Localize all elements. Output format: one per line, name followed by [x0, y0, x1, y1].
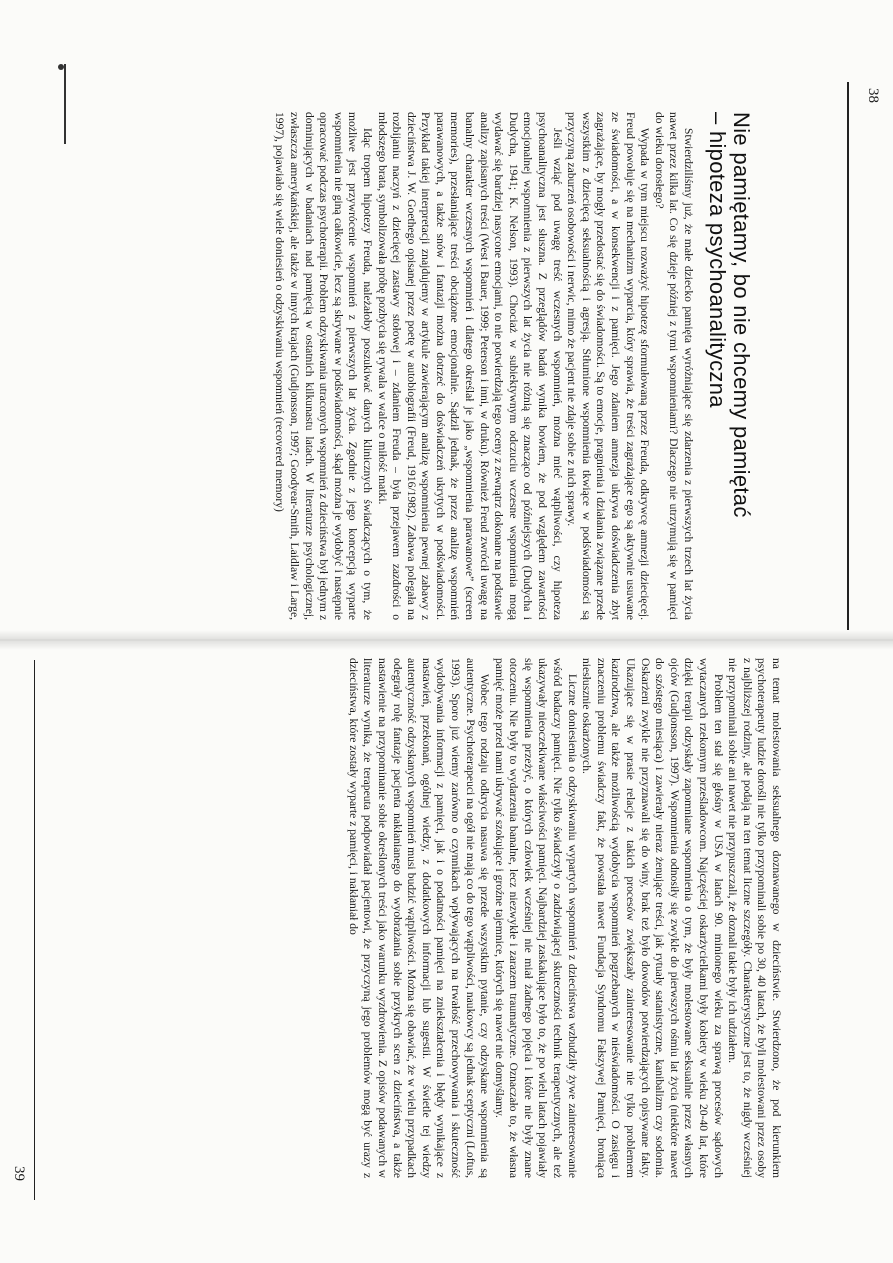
header-rule: [847, 82, 849, 630]
paragraph: Liczne doniesienia o odzyskiwaniu wypartych wspomnień z dzieciństwa wzbudziły żywe zainteresowanie wśród badaczy pamięci. Nie tylko świadczyły o zadziwiającej skuteczności technik terapeutycznych, ale też ukazywały nieoczekiwane właściwości pamięci. Najbardziej zaskakujące było to, że po wielu latach pojawiały się wspomnienia przeżyć, o których człowiek wcześniej nie miał żadnego pojęcia i które nie były znane otoczeniu. Nie były to wydarzenia banalne, lecz niezwykłe i zarazem traumatyczne. Oznaczało to, że własna pamięć może przed nami ukrywać szokujące i groźne tajemnice, których się nawet nie domyślamy.: [492, 658, 579, 1178]
paragraph: Wobec tego rodzaju odkrycia nasuwa się przede wszystkim pytanie, czy odzyskane wspomnienia są autentyczne. Psychoterapeuci na ogół nie mają co do tego wątpliwości, naukowcy są jednak sceptyczni (Loftus, 1993). Sporo już wiemy zarówno o czynnikach wpływających na trwałość przechowywania i skuteczność wydobywania informacji z pamięci, jak i o podatności pamięci na zniekształcenia i błędy wynikające z nastawień, przekonań, ogólnej wiedzy, z dodatkowych informacji lub sugestii. W świetle tej wiedzy autentyczność odzyskanych wspomnień musi budzić wątpliwości. Można się obawiać, że w wielu przypadkach odegrały rolę fantazje pacjenta nakłanianego do wyobrażania sobie przykrych scen z dzieciństwa, a także nastawienie na przypominanie sobie określonych treści jako warunku wyzdrowienia. Z opisów podawanych w literaturze wynika, że terapeuta podpowiadał pacjentowi, że przyczyną jego problemów mogą być urazy z dzieciństwa, które zostały wyparte z pamięci, i nakłaniał do: [346, 658, 492, 1178]
title-line: – hipoteza psychoanalityczna: [705, 112, 730, 408]
scan-edge-mark: [64, 64, 66, 144]
text-column: [345, 658, 783, 1178]
page-number: 38: [865, 88, 881, 103]
right-page: [0, 640, 893, 1263]
paragraph: Idąc tropem hipotezy Freuda, należałoby poszukiwać danych klinicznych świadczących o tym, że możliwe jest przywrócenie wspomnień z pierwszych lat życia. Zgodnie z jego koncepcją wyparte wspomnienia nie giną całkowicie, lecz są skrywane w podświadomości, skąd można je wydobyć i następnie opracować podczas psychoterapii. Problem odzyskiwania utraconych wspomnień z dzieciństwa był jednym z dominujących w badaniach nad pamięcią w ostatnich kilkunastu latach. W literaturze psychologicznej, zwłaszcza amerykańskiej, ale także w innych krajach (Gudjonsson, 1997; Goodyear-Smith, Laidlaw i Large, 1997), pojawiało się wiele doniesień o odzyskiwaniu wspomnień (recovered memory): [273, 112, 374, 620]
footer-rule: [34, 660, 35, 1200]
paragraph: Problem ten stał się głośny w USA w latach 90. minionego wieku za sprawą procesów sądowych wytaczanych rzekomym prześladowcom. Najczęściej oskarżycielkami były kobiety w wieku 20-40 lat, które dzięki terapii odzyskały zapomniane wspomnienia o tym, że były molestowane seksualnie przez własnych ojców (Gudjonsson, 1997). Wspomnienia odnosiły się zwykle do pierwszych ośmiu lat życia (niektóre nawet do szóstego miesiąca) i zawierały nieraz żenujące treści, jak rytuały satanistyczne, kanibalizm czy sodomia. Oskarżeni zwykle nie przyznawali się do winy, brak też było dowodów potwierdzających opisywane fakty. Ukazujące się w prasie relacje z takich procesów zwiększały zainteresowanie nie tylko problemem kazirodztwa, ale także możliwością wydobycia wspomnień pogrzebanych w nieświadomości. O zasięgu i znaczeniu problemu świadczy fakt, że powstała nawet Fundacja Syndromu Fałszywej Pamięci, broniąca niesłusznie oskarżonych.: [580, 658, 725, 1178]
paragraph: Stwierdziliśmy już, że małe dziecko pamięta wyróżniające się zdarzenia z pierwszych trzech lat życia nawet przez kilka lat. Co się dzieje później z tymi wspomnieniami? Dlaczego nie utrzymują się w pamięci do wieku dorosłego?: [652, 112, 695, 620]
text-column: [272, 112, 695, 620]
paragraph: Jeśli wziąć pod uwagę treść wczesnych wspomnień, można mieć wątpliwości, czy hipoteza psychoanalityczna jest słuszna. Z przeglądów badań wynika bowiem, że pod względem zawartości emocjonalnej wspomnienia z pierwszych lat życia nie różnią się znacząco od późniejszych (Dudycha i Dudycha, 1941; K. Nelson, 1993). Chociaż w subiektywnym odczuciu wczesne wspomnienia mogą wydawać się bardziej nasycone emocjami, to nie potwierdzają tego oceny z zewnątrz dokonane na podstawie analizy zapisanych treści (West i Bauer, 1999; Peterson i inni, w druku). Również Freud zwrócił uwagę na banalny charakter wczesnych wspomnień i dlatego określał je jako „wspomnienia parawanowe” (screen memories), przesłaniające treści obciążone emocjonalnie. Sądził jednak, że przez analizę wspomnień parawanowych, a także snów i fantazji można dotrzeć do doświadczeń ukrytych w podświadomości. Przykład takiej interpretacji znajdujemy w artykule zawierającym analizę wspomnienia pewnej zabawy z dzieciństwa J. W. Goethego opisanej przez poetę w autobiografii (Freud, 1916/1982). Zabawa polegała na rozbijaniu naczyń z dziecięcej zastawy stołowej i – zdaniem Freuda – była przejawem zazdrości o młodszego brata, symbolizowała próbę pozbycia się rywala w walce o miłość matki.: [375, 112, 564, 620]
paragraph: Wypada w tym miejscu rozważyć hipotezę sformułowaną przez Freuda, odkrywcę amnezji dziecięcej. Freud powołuje się na mechanizm wyparcia, który sprawia, że treści zagrażające ego są aktywnie usuwane ze świadomości, a w konsekwencji i z pamięci. Jego zdaniem amnezja ukrywa doświadczenia zbyt zagrażające, by mogły przedostać się do świadomości. Są to emocje, pragnienia i działania związane przede wszystkim z dziecięcą seksualnością i agresją. Stłumione wspomnienia tkwiące w podświadomości są przyczyną zaburzeń osobowości i nerwic, mimo że pacjent nie zdaje sobie z nich sprawy.: [565, 112, 652, 620]
title-line: Nie pamiętamy, bo nie chcemy pamiętać: [729, 112, 754, 518]
page-number: 39: [11, 1166, 27, 1181]
section-title: [705, 112, 753, 632]
paragraph: na temat molestowania seksualnego doznawanego w dzieciństwie. Stwierdzono, że pod kierunkiem psychoterapeuty ludzie dorośli nie tylko przypominali sobie po 30, 40 latach, że byli molestowani przez osoby z najbliższej rodziny, ale podają na ten temat liczne szczegóły. Charakterystyczne jest to, że nigdy wcześniej nie przypominali sobie ani nawet nie przypuszczali, że doznali takie były ich udziałem.: [726, 658, 783, 1178]
